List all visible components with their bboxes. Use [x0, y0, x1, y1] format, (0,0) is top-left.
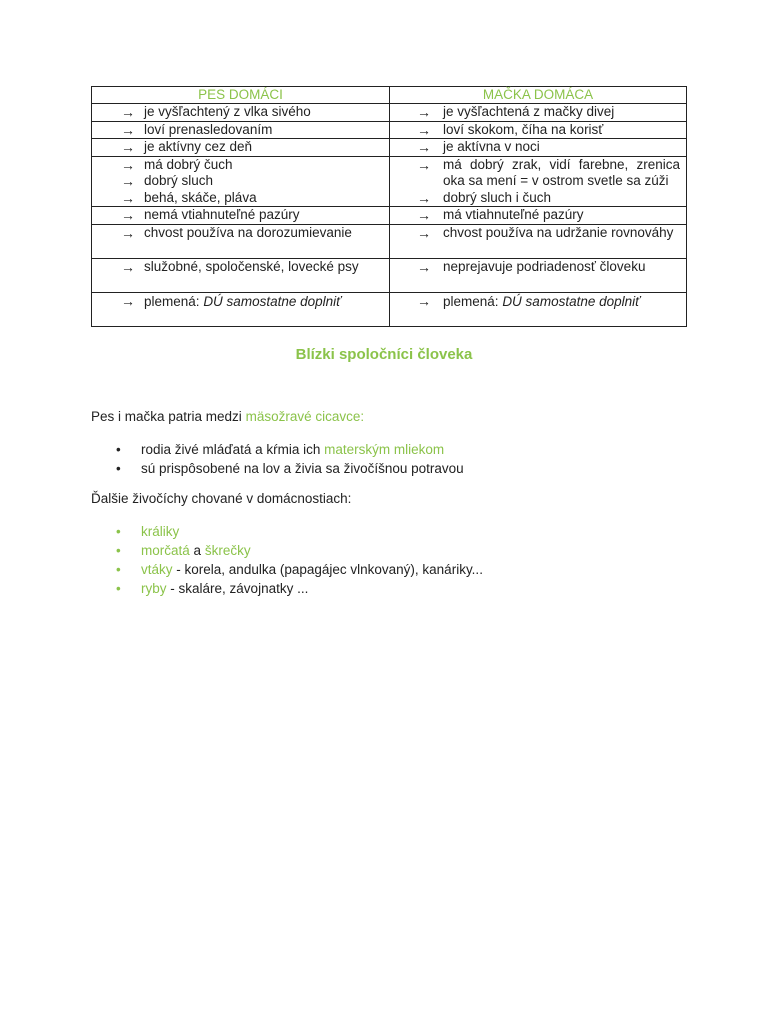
table-cell-text: je vyšľachtená z mačky divej [443, 104, 615, 119]
arrow-icon: → [121, 139, 135, 155]
arrow-icon: → [121, 258, 135, 275]
birds-examples: - korela, andulka (papagájec vlnkovaný), kanáriky... [176, 562, 483, 577]
arrow-icon: → [121, 173, 135, 189]
table-cell-text: je aktívny cez deň [144, 139, 253, 154]
arrow-icon: → [121, 292, 135, 309]
conjunction: a [193, 543, 202, 558]
table-cell-text: loví prenasledovaním [144, 121, 273, 137]
other-animals-list [91, 522, 483, 598]
list-item-text: rodia živé mláďatá a kŕmia ich [141, 442, 321, 457]
list-item [91, 579, 483, 598]
table-cell-text: loví skokom, číha na korisť [443, 121, 604, 137]
cat-cell [390, 104, 687, 122]
arrow-icon: → [121, 156, 135, 173]
table-cell-item [390, 157, 680, 190]
mammal-traits-list [91, 440, 464, 478]
arrow-icon: → [417, 139, 431, 155]
arrow-icon: → [417, 207, 431, 223]
arrow-icon: → [417, 121, 431, 138]
arrow-icon: → [121, 189, 135, 206]
table-cell-item [390, 139, 680, 156]
intro-paragraph [91, 409, 364, 424]
dog-cell [92, 258, 390, 292]
table-cell-item [390, 190, 680, 207]
table-cell-item [390, 122, 680, 139]
breed-label: plemená: [144, 293, 200, 309]
dog-breeds-cell [92, 292, 390, 326]
bullet-marker: • [116, 562, 121, 577]
header-dog: PES DOMÁCI [92, 87, 390, 104]
bullet-marker: • [116, 543, 121, 558]
bullet-marker: • [116, 442, 121, 457]
arrow-icon: → [121, 121, 135, 138]
table-row [92, 207, 687, 225]
dog-cell [92, 207, 390, 225]
table-cell-item [390, 259, 680, 276]
breed-note: DÚ samostatne doplniť [502, 293, 640, 309]
intro-text: Pes i mačka patria medzi [91, 409, 242, 424]
table-cell-item [92, 173, 383, 190]
arrow-icon: → [417, 189, 431, 206]
header-cat: MAČKA DOMÁCA [390, 87, 687, 104]
table-cell-text: dobrý sluch [144, 173, 214, 188]
animal-guinea-pigs: morčatá [141, 543, 190, 558]
table-row [92, 104, 687, 122]
arrow-icon: → [121, 104, 135, 120]
arrow-icon: → [417, 104, 431, 120]
breed-label: plemená: [443, 293, 499, 309]
table-cell-item [390, 293, 680, 311]
table-cell-item [92, 293, 383, 311]
table-cell-text: služobné, spoločenské, lovecké psy [144, 258, 359, 274]
cat-cell [390, 139, 687, 157]
bullet-marker: • [116, 461, 121, 476]
table-cell-text: dobrý sluch i čuch [443, 189, 552, 205]
cat-breeds-cell [390, 292, 687, 326]
table-cell-text: má vtiahnuteľné pazúry [443, 207, 584, 222]
table-row [92, 139, 687, 157]
dog-cell [92, 139, 390, 157]
cat-cell [390, 121, 687, 139]
list-item [91, 440, 464, 459]
table-cell-item [92, 157, 383, 174]
list-item [91, 560, 483, 579]
table-cell-text: chvost používa na dorozumievanie [144, 224, 352, 240]
cat-cell [390, 258, 687, 292]
arrow-icon: → [121, 224, 135, 241]
table-row [92, 156, 687, 207]
animal-rabbits: králiky [141, 524, 180, 539]
dog-cell [92, 104, 390, 122]
list-item [91, 522, 483, 541]
other-animals-paragraph: Ďalšie živočíchy chované v domácnostiach: [91, 491, 352, 506]
list-item [91, 459, 464, 478]
list-item-text: sú prispôsobené na lov a živia sa živočíšnou potravou [141, 461, 464, 476]
arrow-icon: → [417, 292, 431, 309]
table-cell-item [92, 225, 383, 242]
table-cell-text: neprejavuje podriadenosť človeku [443, 258, 646, 274]
table-cell-text: má dobrý čuch [144, 156, 233, 172]
cat-cell [390, 156, 687, 207]
animal-fish: ryby [141, 581, 167, 596]
table-row [92, 121, 687, 139]
table-cell-item [390, 225, 680, 242]
list-item-highlight: materským mliekom [324, 442, 445, 457]
arrow-icon: → [121, 207, 135, 223]
table-cell-item [92, 207, 383, 224]
cat-cell [390, 207, 687, 225]
fish-examples: - skaláre, závojnatky ... [170, 581, 309, 596]
dog-cell [92, 224, 390, 258]
table-cell-text: chvost používa na udržanie rovnováhy [443, 224, 674, 240]
dog-cell [92, 121, 390, 139]
table-cell-item [92, 104, 383, 121]
table-row [92, 224, 687, 258]
breed-note: DÚ samostatne doplniť [203, 293, 341, 309]
table-cell-text: nemá vtiahnuteľné pazúry [144, 207, 300, 222]
arrow-icon: → [417, 156, 431, 173]
table-cell-text: je vyšľachtený z vlka sivého [144, 104, 311, 119]
table-cell-item [92, 122, 383, 139]
cat-cell [390, 224, 687, 258]
animal-birds: vtáky [141, 562, 173, 577]
animal-hamsters: škrečky [204, 543, 251, 558]
table-cell-item [92, 139, 383, 156]
dog-cell [92, 156, 390, 207]
table-cell-item [390, 104, 680, 121]
table-cell-item [92, 259, 383, 276]
table-cell-item [92, 190, 383, 207]
table-cell-text: behá, skáče, pláva [144, 189, 257, 205]
bullet-marker: • [116, 524, 121, 539]
comparison-table [91, 86, 687, 327]
list-item [91, 541, 483, 560]
table-row [92, 292, 687, 326]
intro-highlight: mäsožravé cicavce: [245, 409, 365, 424]
table-cell-item [390, 207, 680, 224]
arrow-icon: → [417, 224, 431, 241]
bullet-marker: • [116, 581, 121, 596]
table-cell-text: má dobrý zrak, vidí farebne, zrenica oka sa mení = v ostrom svetle sa zúži [443, 156, 680, 188]
table-cell-text: je aktívna v noci [443, 139, 540, 154]
arrow-icon: → [417, 258, 431, 275]
page-heading: Blízki spoločníci človeka [295, 346, 473, 363]
table-row [92, 258, 687, 292]
